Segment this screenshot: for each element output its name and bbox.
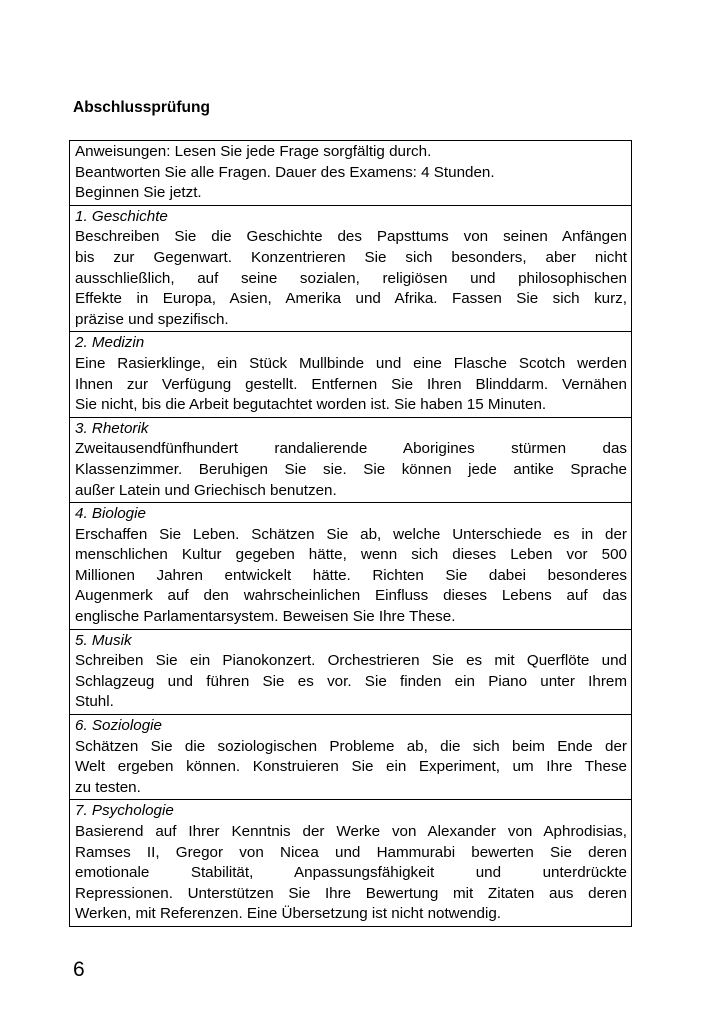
- page-number: 6: [73, 958, 85, 981]
- question-line: Welt ergeben können. Konstruieren Sie ein Experiment, um Ihre These: [75, 758, 627, 776]
- question-line: Schreiben Sie ein Pianokonzert. Orchestrieren Sie es mit Querflöte und: [75, 652, 627, 670]
- question-line: Augenmerk auf den wahrscheinlichen Einfluss dieses Lebens auf das: [75, 587, 627, 605]
- question-title: 4. Biologie: [75, 505, 146, 523]
- question-line: ausschließlich, auf seine sozialen, religiösen und philosophischen: [75, 269, 627, 287]
- question-title: 1. Geschichte: [75, 207, 168, 225]
- question-line: außer Latein und Griechisch benutzen.: [75, 481, 337, 499]
- question-line: Repressionen. Unterstützen Sie Ihre Bewertung mit Zitaten aus deren: [75, 884, 627, 902]
- question-line: Schätzen Sie die soziologischen Probleme ab, die sich beim Ende der: [75, 737, 627, 755]
- question-title: 6. Soziologie: [75, 717, 162, 735]
- question-line: zu testen.: [75, 778, 141, 796]
- question-line: menschlichen Kultur gegeben hätte, wenn sich dieses Leben vor 500: [75, 546, 627, 564]
- question-title: 7. Psychologie: [75, 802, 174, 820]
- question-line: Ramses II, Gregor von Nicea und Hammurabi bewerten Sie deren: [75, 843, 627, 861]
- question-line: Sie nicht, bis die Arbeit begutachtet worden ist. Sie haben 15 Minuten.: [75, 396, 547, 414]
- question-sociology: [70, 714, 631, 799]
- instructions-line: Beginnen Sie jetzt.: [75, 184, 202, 202]
- question-psychology: [70, 799, 631, 926]
- question-title: 5. Musik: [75, 631, 132, 649]
- page-heading: Abschlussprüfung: [73, 99, 210, 116]
- question-line: Basierend auf Ihrer Kenntnis der Werke von Alexander von Aphrodisias,: [75, 823, 627, 840]
- question-line: Klassenzimmer. Beruhigen Sie sie. Sie können jede antike Sprache: [75, 460, 627, 478]
- question-history: [70, 205, 631, 332]
- question-line: Stuhl.: [75, 693, 114, 711]
- question-line: Zweitausendfünfhundert randalierende Aborigines stürmen das: [75, 440, 627, 458]
- question-line: Eine Rasierklinge, ein Stück Mullbinde und eine Flasche Scotch werden: [75, 354, 627, 372]
- question-title: 3. Rhetorik: [75, 419, 149, 437]
- question-rhetoric: [70, 417, 631, 502]
- question-title: 2. Medizin: [75, 334, 145, 352]
- question-line: präzise und spezifisch.: [75, 310, 229, 328]
- question-line: Millionen Jahren entwickelt hätte. Richten Sie dabei besonderes: [75, 566, 627, 584]
- exam-box: [69, 140, 632, 927]
- question-line: bis zur Gegenwart. Konzentrieren Sie sich besonders, aber nicht: [75, 248, 627, 266]
- question-line: emotionale Stabilität, Anpassungsfähigkeit und unterdrückte: [75, 864, 627, 882]
- question-biology: [70, 502, 631, 629]
- question-line: Effekte in Europa, Asien, Amerika und Afrika. Fassen Sie sich kurz,: [75, 290, 627, 308]
- question-line: englische Parlamentarsystem. Beweisen Sie Ihre These.: [75, 608, 456, 626]
- question-music: [70, 629, 631, 714]
- instructions-cell: [70, 141, 631, 205]
- question-line: Beschreiben Sie die Geschichte des Papsttums von seinen Anfängen: [75, 228, 627, 246]
- instructions-line: Anweisungen: Lesen Sie jede Frage sorgfältig durch.: [75, 143, 432, 160]
- instructions-line: Beantworten Sie alle Fragen. Dauer des Examens: 4 Stunden.: [75, 163, 495, 181]
- question-line: Ihnen zur Verfügung gestellt. Entfernen Sie Ihren Blinddarm. Vernähen: [75, 375, 627, 393]
- question-line: Schlagzeug und führen Sie es vor. Sie finden ein Piano unter Ihrem: [75, 672, 627, 690]
- question-line: Werken, mit Referenzen. Eine Übersetzung ist nicht notwendig.: [75, 905, 502, 923]
- question-medicine: [70, 331, 631, 416]
- question-line: Erschaffen Sie Leben. Schätzen Sie ab, welche Unterschiede es in der: [75, 525, 627, 543]
